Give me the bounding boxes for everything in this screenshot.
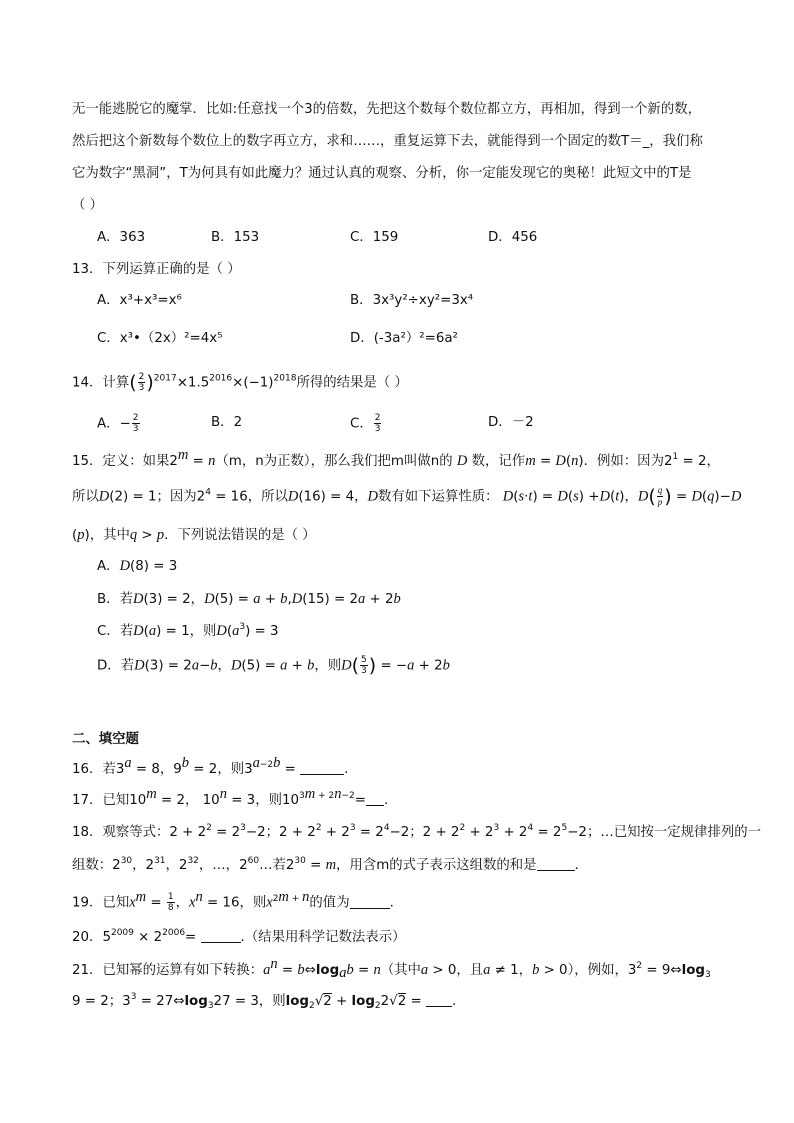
q14-exponent-2: 2016 [209, 373, 233, 384]
q20-line: 20．$5^{2009} \times 2^{2006}=$ .（结果用科学记数法表示） [72, 928, 406, 945]
q21-line-1: 21．已知幂的运算有如下转换：$a^n$ = $b\Leftrightarrow\log_ab = n$（其中a > 0，且a ≠ 1，b > 0），例如，$3^2$ = $9\Leftrightarrow\log_3$ [72, 956, 711, 981]
q17-answer-blank[interactable] [366, 792, 384, 806]
q13-option-c[interactable]: C．x³•（2x）²=4x⁵ [97, 331, 223, 346]
q12-option-d[interactable]: D．456 [488, 230, 538, 245]
q21-line-2: 9 = 2；$3^3$ = $27\Leftrightarrow\log_327 = 3$，则$\log_2√2 + \log_22√2$ = . [72, 992, 457, 1011]
q15-option-a[interactable]: A．D(8) = 3 [97, 558, 178, 574]
q14-prefix: 计算 [102, 375, 130, 391]
q20-answer-blank[interactable] [201, 929, 241, 943]
q12-line-1: 无一能逃脱它的魔掌．比如:任意找一个3的倍数，先把这个数每个数位都立方，再相加，得到一个新的数， [72, 102, 701, 117]
q12-answer-paren: （ ） [72, 198, 104, 213]
q15-line-2: 所以D(2) = 1；因为$2^4 = 16$，所以D(16) = 4，D数有如下运算性质： D(s·t) = D(s) +D(t)，D( $\frac{q}{p}$ ) = D(q)−D [72, 485, 742, 508]
q14-exponent-3: 2018 [273, 373, 297, 384]
q14-left-paren: ( [129, 371, 137, 394]
q14-option-d[interactable]: D．－2 [488, 415, 534, 430]
q14-option-a[interactable]: A．− $\frac{2}{3}$ [97, 413, 139, 434]
q14-suffix: 所得的结果是（ ） [296, 375, 408, 391]
q14-number: 14． [72, 375, 103, 391]
q14-term-2: ×1.5 [176, 375, 210, 391]
q18-line-2: 组数：$2^{30}$，$2^{31}$，$2^{32}$，…，$2^{60}\dots$若$2^{30} = m$，用含m的式子表示这组数的和是 ． [72, 856, 588, 873]
q19-answer-blank[interactable] [350, 895, 390, 909]
q14-stem [72, 372, 734, 394]
q15-option-c[interactable]: C．若D(a) = 1，则$D(a^3) = 3$ [97, 622, 279, 639]
q14-option-b[interactable]: B．2 [211, 415, 243, 430]
q18-answer-blank[interactable] [537, 857, 575, 871]
q16-line: 16．若$3^a = 8$，$9^b = 2$，则$3^{a-2b}$ = . [72, 755, 349, 777]
q13-option-a[interactable]: A．x³+x³=x⁶ [97, 293, 182, 308]
q14-term-3: ×(−1) [232, 375, 274, 391]
q12-option-b[interactable]: B．153 [211, 230, 260, 245]
q13-option-b[interactable]: B．3x³y²÷xy²=3x⁴ [350, 293, 474, 308]
q17-line: 17．已知$10^m = 2$， $10^n = 3$，则$10^{3m + 2n-2}=$ . [72, 786, 389, 808]
q14-right-paren: ) [146, 371, 154, 394]
q14-option-c[interactable]: C． $\frac{2}{3}$ [350, 413, 381, 434]
q15-option-d[interactable]: D．若D(3) = 2a−b，D(5) = a + b，则D( $\frac{5}{3}$ ) = −a + 2b [97, 654, 450, 677]
q12-line-3: 它为数字“黑洞”，T为何具有如此魔力？通过认真的观察、分析，你一定能发现它的奥秘！此短文中的T是 [72, 166, 692, 181]
q19-line: 19．已知$x^m$ = $\frac{1}{8}$ ，$x^n = 16$，则$x^{2m + n}$的值为 . [72, 888, 394, 913]
q15-line-1: 15．定义：如果$2^m = n(m$，n为正数），那么我们把m叫做n的 D 数，记作m = D(n)．例如：因为$2^1 = 2$， [72, 447, 720, 469]
section-title: 二、填空题 [72, 732, 139, 747]
q16-answer-blank[interactable] [300, 761, 344, 775]
q14-exponent-1: 2017 [153, 373, 177, 384]
q12-option-a[interactable]: A．363 [97, 230, 146, 245]
q12-option-c[interactable]: C．159 [350, 230, 399, 245]
q15-option-b[interactable]: B．若D(3) = 2，D(5) = a + b,D(15) = 2a + 2b [97, 591, 401, 607]
q13-stem: 13．下列运算正确的是（ ） [72, 262, 241, 277]
q13-option-d[interactable]: D．(-3a²）²=6a² [350, 331, 458, 346]
q12-line-2: 然后把这个新数每个数位上的数字再立方，求和……，重复运算下去，就能得到一个固定的数T＝_，我们称 [72, 134, 703, 149]
q18-line-1: 18．观察等式：$2 + 2^2 = 2^3-2$；$2 + 2^2 + 2^3 = 2^4-2$；$2 + 2^2 + 2^3 + 2^4 = 2^5-2$；…已知按一定规律排列的一 [72, 823, 762, 840]
q15-line-3: (p)，其中q > p．下列说法错误的是（ ） [72, 527, 316, 543]
q14-fraction: $\frac{2}{3}$ [138, 372, 145, 393]
q21-answer-blank[interactable] [426, 993, 452, 1007]
